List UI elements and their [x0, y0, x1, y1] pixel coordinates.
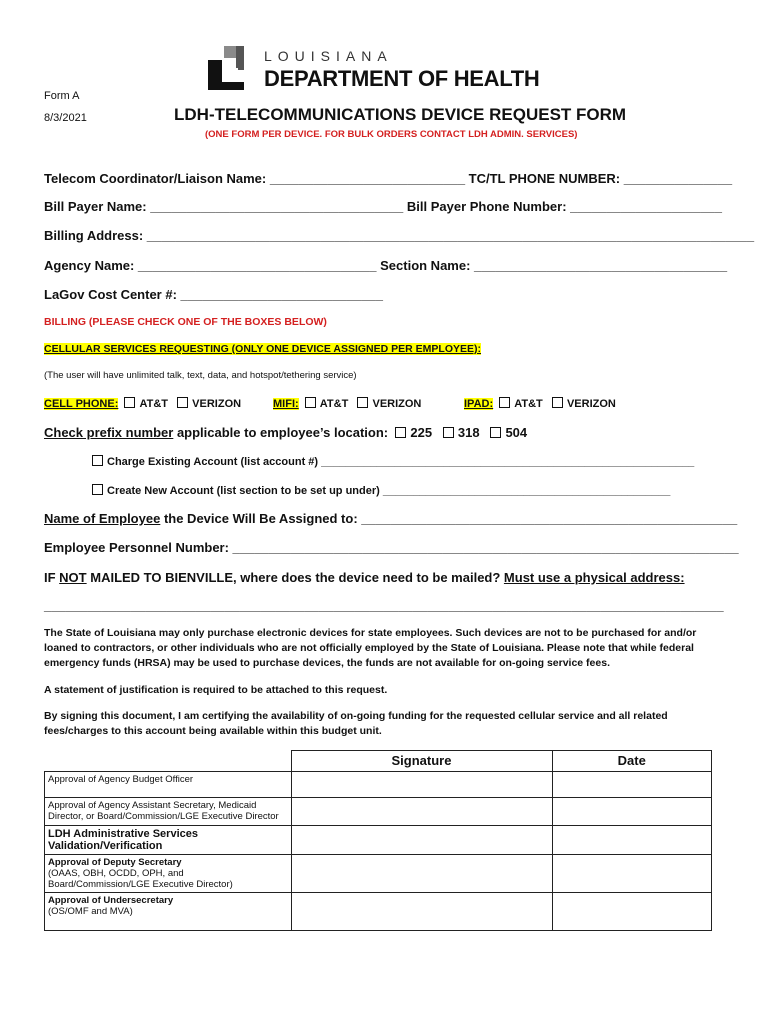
date-cell[interactable] [552, 772, 712, 798]
date-cell[interactable] [552, 855, 712, 893]
logo-department: DEPARTMENT OF HEALTH [264, 66, 540, 91]
state-policy-paragraph: The State of Louisiana may only purchase electronic devices for state employees. Such devices are not to be purchased for and/or loaned to contractors, or other individuals who are not officially employed by the State of Louisiana. Please note that while federal emergency funds (HRSA) may be used to purchase devices, the funds are not available for on-going service fees. [44, 627, 697, 669]
signature-cell[interactable] [291, 826, 552, 855]
mifi-verizon-option[interactable]: VERIZON [357, 398, 421, 410]
signature-cell[interactable] [291, 893, 552, 931]
row-label: Approval of Agency Assistant Secretary, Medicaid Director, or Board/Commission/LGE Executive Director [45, 798, 292, 826]
signature-table [44, 750, 712, 931]
justification-paragraph: A statement of justification is required to be attached to this request. [44, 684, 388, 696]
form-date: 8/3/2021 [44, 112, 87, 124]
ldh-logo [206, 42, 576, 94]
mailing-question: IF NOT MAILED TO BIENVILLE, where does the device need to be mailed? Must use a physical address: [44, 570, 685, 585]
table-row [45, 772, 712, 798]
billing-address-field[interactable]: Billing Address: ____________________________________________________________________________________ [44, 228, 755, 243]
prefix-row: Check prefix number applicable to employee’s location: 225 318 504 [44, 425, 528, 440]
cell-att-option[interactable]: AT&T [124, 398, 168, 410]
mailing-address-field[interactable]: ______________________________________________________________________________________________ [44, 598, 724, 613]
cell-phone-label: CELL PHONE: [44, 398, 119, 410]
form-title: LDH-TELECOMMUNICATIONS DEVICE REQUEST FORM [174, 105, 627, 124]
cellular-heading: CELLULAR SERVICES REQUESTING (ONLY ONE DEVICE ASSIGNED PER EMPLOYEE): [44, 343, 481, 355]
ipad-options [464, 397, 616, 410]
signature-cell[interactable] [291, 855, 552, 893]
checkbox-icon[interactable] [177, 397, 188, 408]
checkbox-icon[interactable] [552, 397, 563, 408]
checkbox-icon[interactable] [357, 397, 368, 408]
lagov-field[interactable]: LaGov Cost Center #: ____________________________ [44, 287, 383, 302]
mifi-options [273, 397, 421, 410]
employee-name-field[interactable]: Name of Employee the Device Will Be Assigned to: ____________________________________________________ [44, 511, 738, 526]
personnel-number-field[interactable]: Employee Personnel Number: ______________________________________________________________________ [44, 540, 739, 555]
checkbox-icon[interactable] [92, 484, 103, 495]
cell-verizon-option[interactable]: VERIZON [177, 398, 241, 410]
checkbox-icon[interactable] [395, 427, 406, 438]
prefix-225-option[interactable]: 225 [395, 425, 432, 440]
mifi-label: MIFI: [273, 398, 299, 410]
date-column-header: Date [552, 751, 712, 772]
checkbox-icon[interactable] [305, 397, 316, 408]
table-row [45, 855, 712, 893]
signature-cell[interactable] [291, 798, 552, 826]
row-label: Approval of Undersecretary (OS/OMF and MVA) [45, 893, 292, 931]
mifi-att-option[interactable]: AT&T [305, 398, 349, 410]
create-new-option[interactable]: Create New Account (list section to be set up under) _______________________________________________ [92, 484, 670, 497]
checkbox-icon[interactable] [92, 455, 103, 466]
date-cell[interactable] [552, 826, 712, 855]
prefix-504-option[interactable]: 504 [490, 425, 527, 440]
billing-heading: BILLING (PLEASE CHECK ONE OF THE BOXES BELOW) [44, 316, 327, 328]
logo-state: LOUISIANA [264, 48, 393, 64]
checkbox-icon[interactable] [443, 427, 454, 438]
user-note: (The user will have unlimited talk, text, data, and hotspot/tethering service) [44, 370, 357, 381]
form-subtitle: (ONE FORM PER DEVICE. FOR BULK ORDERS CONTACT LDH ADMIN. SERVICES) [205, 129, 578, 140]
signature-cell[interactable] [291, 772, 552, 798]
coordinator-field[interactable]: Telecom Coordinator/Liaison Name: ___________________________ TC/TL PHONE NUMBER: _______________ [44, 171, 733, 186]
charge-existing-option[interactable]: Charge Existing Account (list account #) _____________________________________________________________ [92, 455, 694, 468]
date-cell[interactable] [552, 893, 712, 931]
ipad-att-option[interactable]: AT&T [499, 398, 543, 410]
checkbox-icon[interactable] [490, 427, 501, 438]
prefix-318-option[interactable]: 318 [443, 425, 480, 440]
row-label: Approval of Agency Budget Officer [45, 772, 292, 798]
table-row [45, 798, 712, 826]
row-label: Approval of Deputy Secretary (OAAS, OBH, OCDD, OPH, and Board/Commission/LGE Executive Director) [45, 855, 292, 893]
ipad-verizon-option[interactable]: VERIZON [552, 398, 616, 410]
checkbox-icon[interactable] [124, 397, 135, 408]
ldh-cross-icon [206, 42, 266, 94]
ipad-label: IPAD: [464, 398, 494, 410]
signature-column-header: Signature [291, 751, 552, 772]
checkbox-icon[interactable] [499, 397, 510, 408]
device-options-row [44, 397, 241, 410]
date-cell[interactable] [552, 798, 712, 826]
table-row [45, 826, 712, 855]
table-row [45, 893, 712, 931]
signing-paragraph: By signing this document, I am certifying the availability of on-going funding for the requested cellular service and all related fees/charges to this account being available within this budget unit. [44, 710, 668, 737]
agency-field[interactable]: Agency Name: _________________________________ Section Name: ___________________________________ [44, 258, 728, 273]
form-label: Form A [44, 90, 80, 102]
row-label: LDH Administrative Services Validation/Verification [45, 826, 292, 855]
bill-payer-field[interactable]: Bill Payer Name: ___________________________________ Bill Payer Phone Number: _____________________ [44, 199, 722, 214]
